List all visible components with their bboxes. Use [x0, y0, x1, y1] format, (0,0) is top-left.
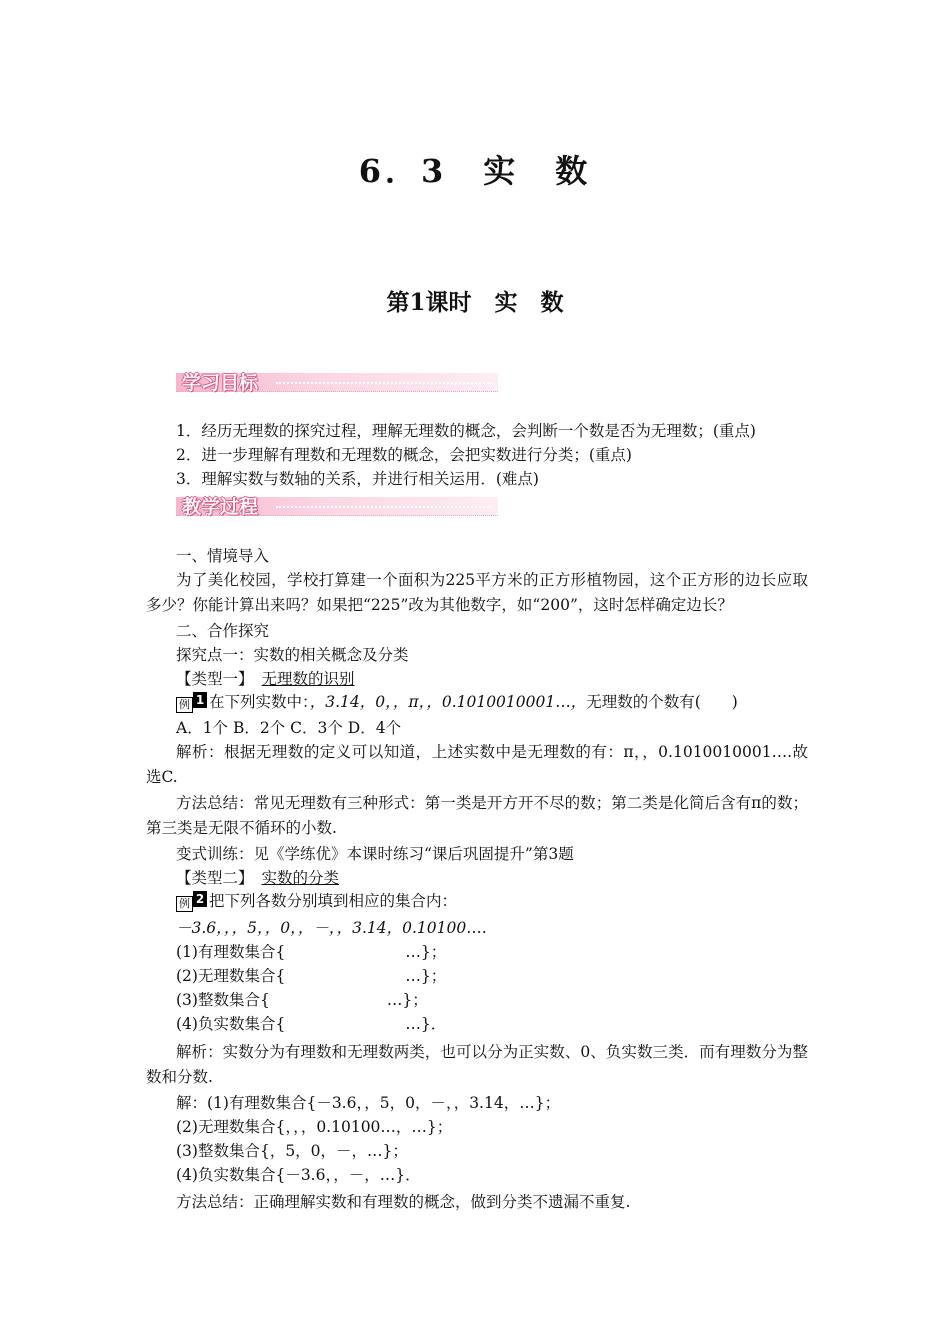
- teaching-process-banner: [176, 494, 498, 520]
- answer-line-2: (2)无理数集合{，，，0.10100…，…}；: [176, 1118, 453, 1136]
- example-badge-icon: 例 2: [176, 891, 207, 906]
- answer-line-3: (3)整数集合{，5，0，－，…}；: [176, 1142, 408, 1160]
- answer-line-4: (4)负实数集合{－3.6，，－，…}．: [176, 1166, 421, 1184]
- method-label: 方法总结：: [176, 794, 254, 812]
- example-badge-icon: 例 1: [176, 692, 207, 707]
- teaching-process-label: 教学过程: [182, 496, 259, 518]
- page-title: 6．3 实 数: [358, 152, 592, 190]
- section-1-paragraph: 为了美化校园，学校打算建一个面积为225平方米的正方形植物园，这个正方形的边长应取多少？你能计算出来吗？如果把“225”改为其他数字，如“200”，这时怎样确定边长？: [146, 571, 808, 614]
- set-row-4: (4)负实数集合{ …}．: [176, 1015, 447, 1033]
- example-2-numbers: －3.6，，，5，，0，，－，，3.14，0.10100….: [176, 919, 487, 937]
- goal-item-1: 1．经历无理数的探究过程，理解无理数的概念，会判断一个数是否为无理数；(重点): [176, 422, 756, 440]
- type-2-tag: 【类型二】: [176, 869, 254, 887]
- explore-point-1: 探究点一：实数的相关概念及分类: [176, 646, 409, 664]
- analysis-label: 解析：: [176, 1043, 223, 1061]
- example-1-numbers: ，3.14，0，，π，，0.1010010001…，: [309, 693, 587, 711]
- type-1-name: 无理数的识别: [261, 670, 355, 688]
- example-1-question: 例 1 在下列实数中：，3.14，0，，π，，0.1010010001…，无理数的个数有( ): [176, 691, 738, 713]
- type-2-heading: [176, 867, 339, 889]
- set-row-1: (1)有理数集合{ …}；: [176, 943, 447, 961]
- set-row-2: (2)无理数集合{ …}；: [176, 967, 447, 985]
- variant-training: 变式训练：见《学练优》本课时练习“课后巩固提升”第3题: [176, 845, 574, 863]
- type-1-tag: 【类型一】: [176, 670, 254, 688]
- type-2-name: 实数的分类: [261, 869, 340, 887]
- learning-goals-banner: [176, 370, 498, 396]
- answer-line-1: 解：(1)有理数集合{－3.6，，5，0，－，，3.14，…}；: [176, 1094, 561, 1112]
- example-1-analysis: 解析：根据无理数的定义可以知道，上述实数中是无理数的有：π，，0.1010010001….故选C.: [146, 743, 808, 786]
- lesson-subtitle: 第1课时 实 数: [386, 289, 564, 316]
- example-2-analysis: 解析：实数分为有理数和无理数两类，也可以分为正实数、0、负实数三类．而有理数分为整数和分数.: [146, 1043, 808, 1086]
- set-row-3: (3)整数集合{ …}；: [176, 991, 428, 1009]
- method-label: 方法总结：: [176, 1193, 254, 1211]
- learning-goals-label: 学习目标: [182, 372, 259, 394]
- example-2-question: 例 2 把下列各数分别填到相应的集合内：: [176, 890, 457, 912]
- analysis-label: 解析：: [176, 743, 224, 761]
- example-1-options: A．1个 B．2个 C．3个 D．4个: [176, 719, 402, 737]
- goal-item-2: 2．进一步理解有理数和无理数的概念，会把实数进行分类；(重点): [176, 446, 632, 464]
- example-1-method: 方法总结：常见无理数有三种形式：第一类是开方开不尽的数；第二类是化简后含有π的数；第三类是无限不循环的小数.: [146, 794, 808, 837]
- goal-item-3: 3．理解实数与数轴的关系，并进行相关运用．(难点): [176, 470, 539, 488]
- type-1-heading: [176, 668, 355, 690]
- section-2-heading: 二、合作探究: [176, 622, 270, 640]
- section-1-heading: 一、情境导入: [176, 547, 270, 565]
- example-2-method: 方法总结：正确理解实数和有理数的概念，做到分类不遗漏不重复.: [176, 1193, 631, 1211]
